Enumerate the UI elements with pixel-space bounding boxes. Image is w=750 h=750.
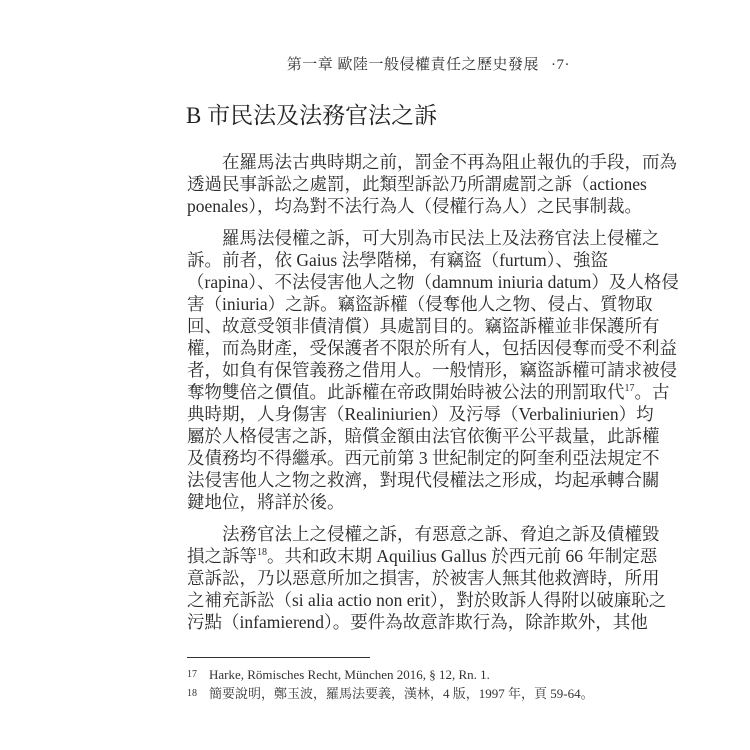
text-run: 污點（infamierend）。要件為故意詐欺行為，除詐欺外，其他 — [187, 612, 648, 632]
text-line — [187, 195, 642, 217]
text-run: 損之訴等 — [187, 546, 257, 566]
paragraph-3 — [187, 523, 667, 633]
text-run: 典時期，人身傷害（Realiniurien）及污辱（Verbaliniurien）均 — [187, 404, 654, 424]
text-run: 權，而為財產，受保護者不限於所有人，包括因侵奪而受不利益 — [187, 338, 677, 358]
text-run: 鍵地位，將詳於後。 — [187, 492, 345, 512]
text-run: 回、故意受領非債清償）具處罰目的。竊盜訴權並非保護所有 — [187, 316, 660, 336]
text-run: 奪物雙倍之價值。此訴權在帝政開始時被公法的刑罰取代 — [187, 382, 625, 402]
text-line — [187, 611, 648, 633]
text-line — [187, 589, 667, 611]
section-heading: B 市民法及法務官法之訴 — [186, 103, 438, 128]
paragraph-1 — [187, 151, 677, 217]
footnote-number: 17 — [187, 669, 197, 680]
text-run: poenales），均為對不法行為人（侵權行為人）之民事制裁。 — [187, 196, 642, 216]
text-run: 訴。前者，依 Gaius 法學階梯，有竊盜（furtum）、強盜 — [187, 250, 608, 270]
footnote-ref: 17 — [624, 383, 635, 395]
text-run: 者，如負有保管義務之借用人。一般情形，竊盜訴權可請求被侵 — [187, 360, 677, 380]
text-line — [187, 293, 653, 315]
text-line — [187, 359, 677, 381]
footnote-ref: 18 — [257, 547, 267, 559]
text-run: 。古 — [634, 382, 670, 402]
page-number: ·7· — [551, 57, 570, 73]
running-title: 第一章 歐陸一般侵權責任之歷史發展 — [286, 57, 539, 73]
text-run: 意訴訟，乃以惡意所加之損害，於被害人無其他救濟時，所用 — [187, 568, 660, 588]
text-line — [187, 447, 660, 469]
text-line — [187, 227, 660, 249]
running-header — [287, 53, 570, 74]
text-run: 害（iniuria）之訴。竊盜訴權（侵奪他人之物、侵占、質物取 — [187, 294, 653, 314]
text-line — [187, 249, 608, 271]
footnote-number: 18 — [187, 688, 197, 699]
footnote-18 — [187, 686, 594, 701]
text-run: （rapina）、不法侵害他人之物（damnum iniuria datum）及人格侵 — [187, 272, 679, 292]
text-line — [187, 381, 670, 403]
text-run: 法務官法上之侵權之訴，有惡意之訴、脅迫之訴及債權毀 — [222, 524, 660, 544]
text-run: 透過民事訴訟之處罰，此類型訴訟乃所謂處罰之訴（actiones — [187, 174, 647, 194]
text-line — [187, 315, 660, 337]
text-line — [187, 271, 679, 293]
paragraph-2 — [187, 227, 679, 513]
footnote-17 — [187, 667, 490, 682]
footnote-divider — [187, 657, 370, 658]
text-line — [187, 425, 660, 447]
text-run: 羅馬法侵權之訴，可大別為市民法上及法務官法上侵權之 — [222, 228, 660, 248]
text-run: 之補充訴訟（si alia actio non erit），對於敗訴人得附以破廉恥之 — [187, 590, 667, 610]
text-run: 。共和政末期 Aquilius Gallus 於西元前 66 年制定惡 — [267, 546, 658, 566]
text-run: 屬於人格侵害之訴，賠償金額由法官依衡平公平裁量，此訴權 — [187, 426, 660, 446]
text-line — [187, 151, 677, 173]
text-line — [187, 567, 660, 589]
body-text — [187, 151, 679, 643]
text-run: 法侵害他人之物之救濟，對現代侵權法之形成，均起承轉合關 — [187, 470, 660, 490]
footnote-text: Harke, Römisches Recht, München 2016, § 12, Rn. 1. — [209, 667, 490, 682]
text-line — [187, 469, 660, 491]
text-line — [187, 523, 660, 545]
text-line — [187, 403, 654, 425]
footnote-text: 簡要說明，鄭玉波，羅馬法要義，漢林，4 版，1997 年，頁 59-64。 — [209, 686, 594, 701]
text-line — [187, 173, 647, 195]
text-line — [187, 545, 658, 567]
text-line — [187, 337, 677, 359]
text-run: 在羅馬法古典時期之前，罰金不再為阻止報仇的手段，而為 — [222, 152, 677, 172]
text-line — [187, 491, 571, 513]
text-run: 及債務均不得繼承。西元前第 3 世紀制定的阿奎利亞法規定不 — [187, 448, 660, 468]
